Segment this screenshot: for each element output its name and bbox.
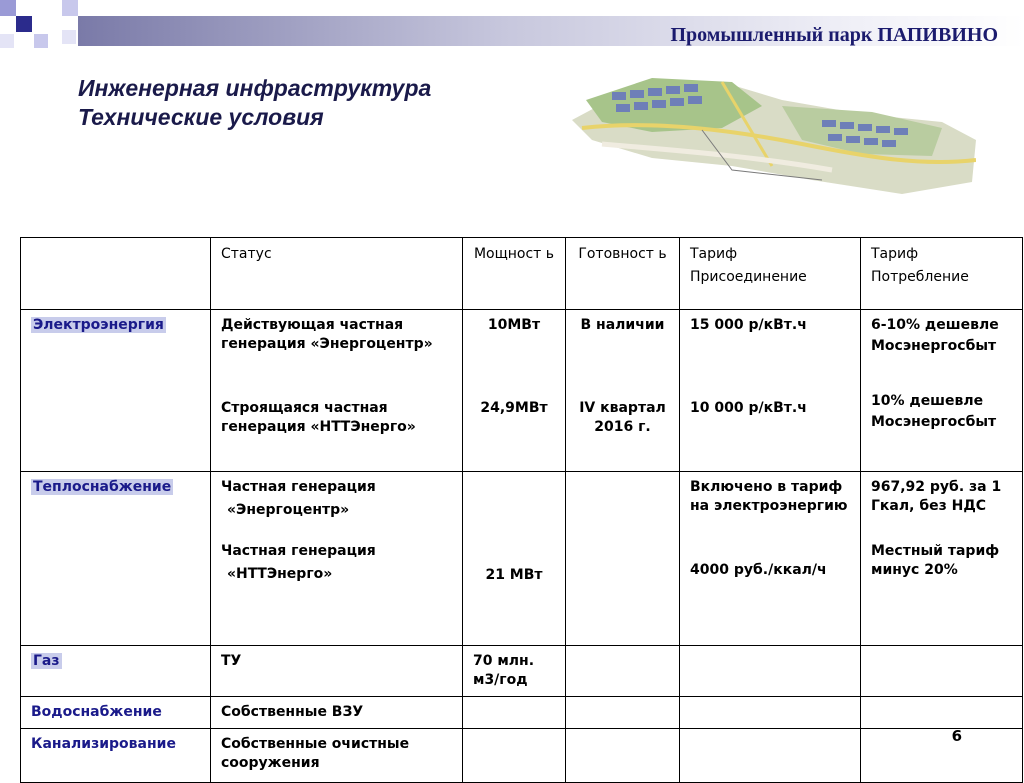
page-number: 6	[951, 727, 962, 745]
heat-power	[463, 472, 566, 646]
header-consumption-label: Потребление	[871, 269, 969, 285]
electricity-status	[211, 310, 463, 472]
tariff-value: 10% дешевле	[871, 393, 984, 409]
slide-title	[78, 74, 431, 132]
table-row-sewage	[21, 729, 1023, 783]
heat-consumption	[861, 472, 1023, 646]
water-status: Собственные ВЗУ	[211, 697, 463, 729]
sewage-power	[463, 729, 566, 783]
header-tariff-connection	[680, 238, 861, 310]
header-tariff-label: Тариф	[871, 246, 919, 262]
sewage-connection	[680, 729, 861, 783]
decor-square	[62, 30, 76, 44]
tariff-value: Мосэнергосбыт	[871, 338, 997, 354]
water-connection	[680, 697, 861, 729]
header-status: Статус	[211, 238, 463, 310]
header-tariff-label: Тариф	[690, 246, 738, 262]
heat-label: Теплоснабжение	[33, 479, 172, 495]
gas-consumption	[861, 646, 1023, 697]
tariff-value: 967,92 руб. за 1 Гкал, без НДС	[871, 479, 1002, 514]
decor-square	[16, 16, 32, 32]
tariff-value: 6-10% дешевле	[871, 317, 999, 333]
gas-label: Газ	[33, 653, 60, 669]
sewage-readiness	[566, 729, 680, 783]
gas-connection	[680, 646, 861, 697]
decor-square	[0, 0, 16, 16]
tariff-value: Мосэнергосбыт	[871, 414, 997, 430]
header-power: Мощност ь	[463, 238, 566, 310]
infrastructure-table	[20, 237, 1023, 783]
power-value: 24,9МВт	[480, 400, 548, 416]
water-readiness	[566, 697, 680, 729]
status-line: Частная генерация	[221, 479, 376, 495]
readiness-value: В наличии	[580, 317, 665, 333]
electricity-label: Электроэнергия	[33, 317, 164, 333]
sewage-status: Собственные очистные сооружения	[211, 729, 463, 783]
park-name: Промышленный парк ПАПИВИНО	[670, 24, 998, 46]
header-connection-label: Присоединение	[690, 269, 807, 285]
power-value: 10МВт	[487, 317, 541, 333]
electricity-readiness	[566, 310, 680, 472]
row-label	[21, 472, 211, 646]
table-row-gas	[21, 646, 1023, 697]
header-tariff-consumption	[861, 238, 1023, 310]
water-consumption	[861, 697, 1023, 729]
electricity-power	[463, 310, 566, 472]
tariff-value: 4000 руб./ккал/ч	[690, 562, 827, 578]
table-row-electricity	[21, 310, 1023, 472]
heat-status	[211, 472, 463, 646]
row-label	[21, 646, 211, 697]
tariff-value: Местный тариф минус 20%	[871, 543, 1000, 578]
tariff-value: 10 000 р/кВт.ч	[690, 400, 807, 416]
electricity-connection	[680, 310, 861, 472]
electricity-consumption	[861, 310, 1023, 472]
gas-power: 70 млн. м3/год	[463, 646, 566, 697]
title-line-1: Инженерная инфраструктура	[78, 75, 432, 101]
title-line-2: Технические условия	[78, 104, 324, 130]
tariff-value: Включено в тариф на электроэнергию	[690, 479, 848, 514]
decor-square	[62, 0, 78, 16]
table-row-heat	[21, 472, 1023, 646]
status-line: Строящаяся частная генерация «НТТЭнерго»	[221, 400, 416, 435]
site-plan-image	[572, 70, 976, 200]
status-line: «Энергоцентр»	[227, 502, 350, 518]
sewage-consumption	[861, 729, 1023, 783]
gas-readiness	[566, 646, 680, 697]
readiness-value: IV квартал 2016 г.	[579, 400, 666, 435]
power-value: 21 МВт	[485, 567, 543, 583]
water-power	[463, 697, 566, 729]
decor-square	[0, 34, 14, 48]
header-readiness: Готовност ь	[566, 238, 680, 310]
header-empty	[21, 238, 211, 310]
table-header-row	[21, 238, 1023, 310]
status-line: Действующая частная генерация «Энергоцентр»	[221, 317, 433, 352]
water-label: Водоснабжение	[21, 697, 211, 729]
status-line: «НТТЭнерго»	[227, 566, 333, 582]
heat-connection	[680, 472, 861, 646]
heat-readiness	[566, 472, 680, 646]
tariff-value: 15 000 р/кВт.ч	[690, 317, 807, 333]
sewage-label: Канализирование	[21, 729, 211, 783]
row-label	[21, 310, 211, 472]
table-row-water	[21, 697, 1023, 729]
gas-status: ТУ	[211, 646, 463, 697]
status-line: Частная генерация	[221, 543, 376, 559]
decor-square	[34, 34, 48, 48]
